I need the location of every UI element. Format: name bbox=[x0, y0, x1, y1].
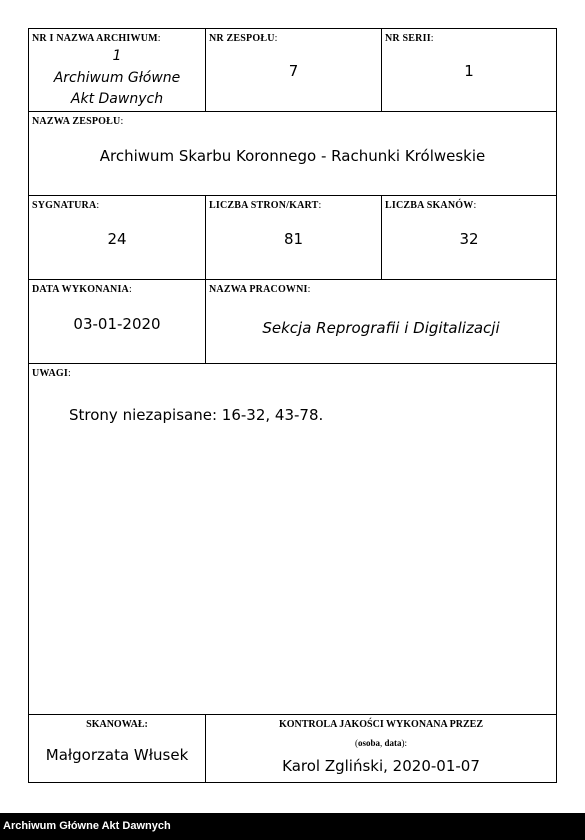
fonds-number-value: 7 bbox=[288, 62, 299, 80]
cell-scanned-by bbox=[29, 715, 205, 783]
quality-control-label: KONTROLA JAKOŚCI WYKONANA PRZEZ bbox=[278, 719, 483, 730]
cell-page-count bbox=[205, 196, 381, 279]
cell-workshop bbox=[205, 280, 556, 363]
cell-notes bbox=[29, 364, 556, 714]
cell-fonds-number bbox=[205, 29, 381, 111]
row-counts bbox=[29, 196, 556, 280]
row-archive bbox=[29, 29, 556, 112]
cell-archive bbox=[29, 29, 205, 111]
workshop-label: NAZWA PRACOWNI: bbox=[209, 284, 311, 295]
footer-text: Archiwum Główne Akt Dawnych bbox=[3, 820, 171, 832]
signature-value: 24 bbox=[107, 230, 127, 248]
cell-fonds-name bbox=[29, 112, 556, 195]
archive-number: 1 bbox=[112, 48, 122, 64]
scanned-by-value: Małgorzata Włusek bbox=[45, 746, 189, 764]
date-label: DATA WYKONANIA: bbox=[32, 284, 132, 295]
archive-name-line2: Akt Dawnych bbox=[70, 91, 164, 107]
notes-value: Strony niezapisane: 16-32, 43-78. bbox=[69, 406, 324, 424]
quality-control-sublabel: (osoba, data): bbox=[354, 738, 408, 748]
row-signoff bbox=[29, 715, 556, 783]
quality-control-value: Karol Zgliński, 2020-01-07 bbox=[282, 757, 480, 775]
fonds-name-label: NAZWA ZESPOŁU: bbox=[32, 116, 124, 127]
cell-scan-count bbox=[381, 196, 556, 279]
fonds-number-label: NR ZESPOŁU: bbox=[209, 33, 278, 44]
cell-date bbox=[29, 280, 205, 363]
notes-label: UWAGI: bbox=[32, 368, 71, 379]
archive-label: NR I NAZWA ARCHIWUM: bbox=[32, 33, 161, 44]
scan-count-value: 32 bbox=[459, 230, 479, 248]
scan-metadata-card bbox=[28, 28, 557, 783]
series-number-value: 1 bbox=[464, 62, 474, 80]
date-value: 03-01-2020 bbox=[73, 315, 161, 333]
cell-series-number bbox=[381, 29, 556, 111]
cell-signature bbox=[29, 196, 205, 279]
row-notes bbox=[29, 364, 556, 715]
cell-quality-control bbox=[205, 715, 556, 783]
scanned-by-label: SKANOWAŁ: bbox=[86, 719, 148, 730]
row-date-workshop bbox=[29, 280, 556, 364]
footer-bar bbox=[0, 813, 585, 840]
fonds-name-value: Archiwum Skarbu Koronnego - Rachunki Królweskie bbox=[99, 147, 486, 165]
page-count-value: 81 bbox=[283, 230, 304, 248]
series-number-label: NR SERII: bbox=[385, 33, 434, 44]
workshop-value: Sekcja Reprografii i Digitalizacji bbox=[262, 319, 500, 337]
archive-name-line1: Archiwum Główne bbox=[53, 70, 181, 86]
row-fonds-name bbox=[29, 112, 556, 196]
scan-count-label: LICZBA SKANÓW: bbox=[385, 200, 477, 211]
page-count-label: LICZBA STRON/KART: bbox=[209, 200, 322, 211]
signature-label: SYGNATURA: bbox=[32, 200, 100, 211]
